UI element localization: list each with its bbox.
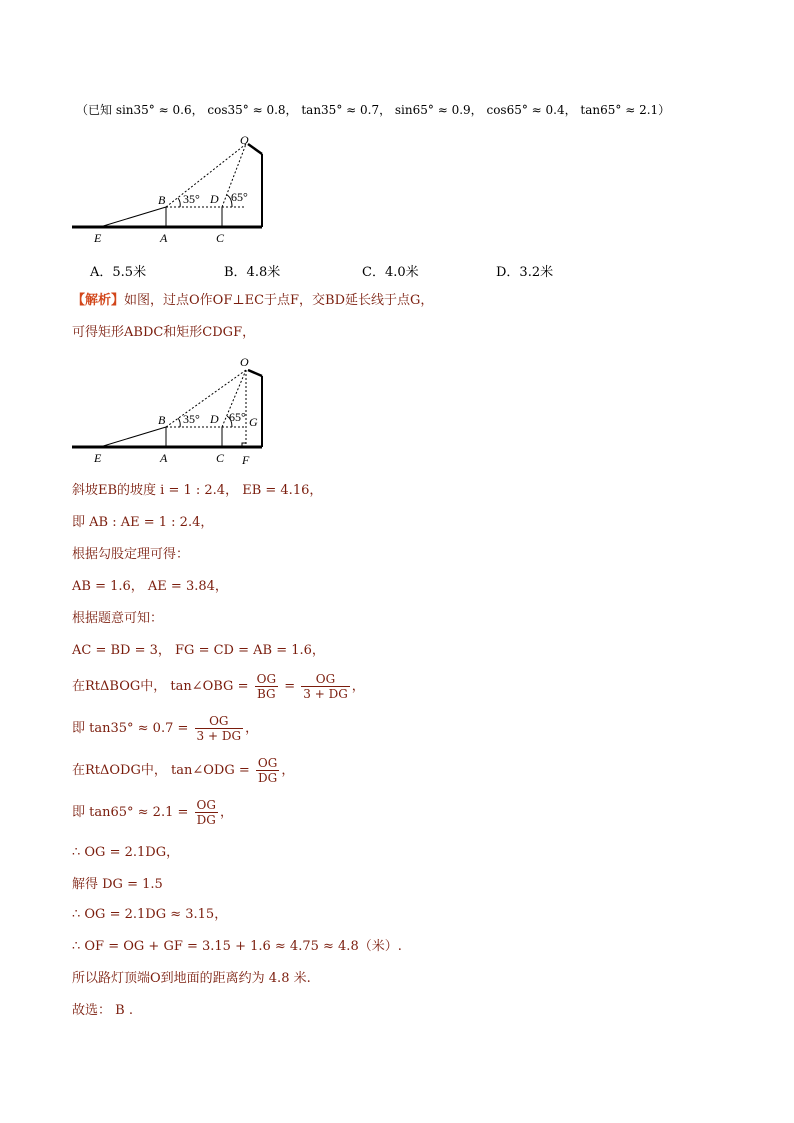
fraction: $\frac{OG}{DG}$ bbox=[196, 798, 216, 827]
figure-2-diagram bbox=[70, 352, 280, 470]
label-C: C bbox=[216, 231, 225, 245]
label-A: A bbox=[160, 451, 168, 465]
label-D: D bbox=[210, 192, 219, 206]
label-C: C bbox=[216, 451, 225, 465]
figure-1-diagram bbox=[70, 132, 280, 247]
label-O: O bbox=[240, 133, 249, 147]
option-b[interactable]: B．4.8米 bbox=[224, 265, 281, 280]
given-values-hint: （已知 sin35° ≈ 0.6， cos35° ≈ 0.8， tan35° ≈ 0.7， sin65° ≈ 0.9， cos65° ≈ 0.4， tan65° ≈ 2.1） bbox=[76, 103, 671, 117]
solution-line-9: 在RtΔBOG中， tan∠OBG = $\frac{OG}{BG}$ = $\frac{OG}{3 + DG}$ ， bbox=[72, 672, 365, 701]
label-angle-65: 65° bbox=[229, 410, 246, 424]
solution-line-18: 故选： B . bbox=[72, 1003, 133, 1018]
label-angle-35: 35° bbox=[183, 412, 200, 426]
option-d[interactable]: D．3.2米 bbox=[496, 265, 554, 280]
label-D: D bbox=[210, 412, 219, 426]
solution-line-5: 根据勾股定理可得： bbox=[72, 547, 190, 562]
solution-line-13: ∴ OG = 2.1DG， bbox=[72, 845, 180, 860]
label-G: G bbox=[249, 415, 258, 429]
label-F: F bbox=[242, 453, 250, 467]
option-a[interactable]: A．5.5米 bbox=[90, 265, 147, 280]
option-c[interactable]: C．4.0米 bbox=[362, 265, 419, 280]
fraction: $\frac{OG}{BG}$ bbox=[256, 672, 277, 701]
label-E: E bbox=[94, 231, 102, 245]
solution-line-11: 在RtΔODG中， tan∠ODG = $\frac{OG}{DG}$ ， bbox=[72, 756, 295, 785]
solution-tag: 【解析】 bbox=[72, 293, 125, 308]
solution-line-16: ∴ OF = OG + GF = 3.15 + 1.6 ≈ 4.75 ≈ 4.8（米）. bbox=[72, 939, 402, 954]
label-E: E bbox=[94, 451, 102, 465]
solution-line-7: 根据题意可知： bbox=[72, 611, 164, 626]
label-B: B bbox=[158, 413, 166, 427]
fraction: $\frac{OG}{3 + DG}$ bbox=[303, 672, 348, 701]
solution-line-2: 可得矩形ABDC和矩形CDGF， bbox=[72, 325, 256, 340]
fraction: $\frac{OG}{3 + DG}$ bbox=[196, 714, 242, 743]
label-O: O bbox=[240, 355, 249, 369]
solution-line-8: AC = BD = 3， FG = CD = AB = 1.6， bbox=[72, 643, 325, 658]
solution-line-17: 所以路灯顶端O到地面的距离约为 4.8 米. bbox=[72, 971, 311, 986]
solution-line-14: 解得 DG = 1.5 bbox=[72, 877, 163, 892]
label-angle-65: 65° bbox=[231, 190, 248, 204]
solution-line-3: 斜坡EB的坡度 i = 1 : 2.4， EB = 4.16， bbox=[72, 483, 323, 498]
label-B: B bbox=[158, 193, 166, 207]
solution-line-6: AB = 1.6， AE = 3.84， bbox=[72, 579, 228, 594]
fraction: $\frac{OG}{DG}$ bbox=[257, 756, 278, 785]
label-angle-35: 35° bbox=[183, 192, 200, 206]
label-A: A bbox=[160, 231, 168, 245]
solution-line-10: 即 tan35° ≈ 0.7 = $\frac{OG}{3 + DG}$ ， bbox=[72, 714, 259, 743]
solution-line-1: 【解析】如图，过点O作OF⊥EC于点F，交BD延长线于点G， bbox=[72, 293, 434, 308]
solution-line-4: 即 AB : AE = 1 : 2.4， bbox=[72, 515, 214, 530]
solution-line-15: ∴ OG = 2.1DG ≈ 3.15， bbox=[72, 907, 228, 922]
solution-line-12: 即 tan65° ≈ 2.1 = $\frac{OG}{DG}$ ， bbox=[72, 798, 233, 827]
